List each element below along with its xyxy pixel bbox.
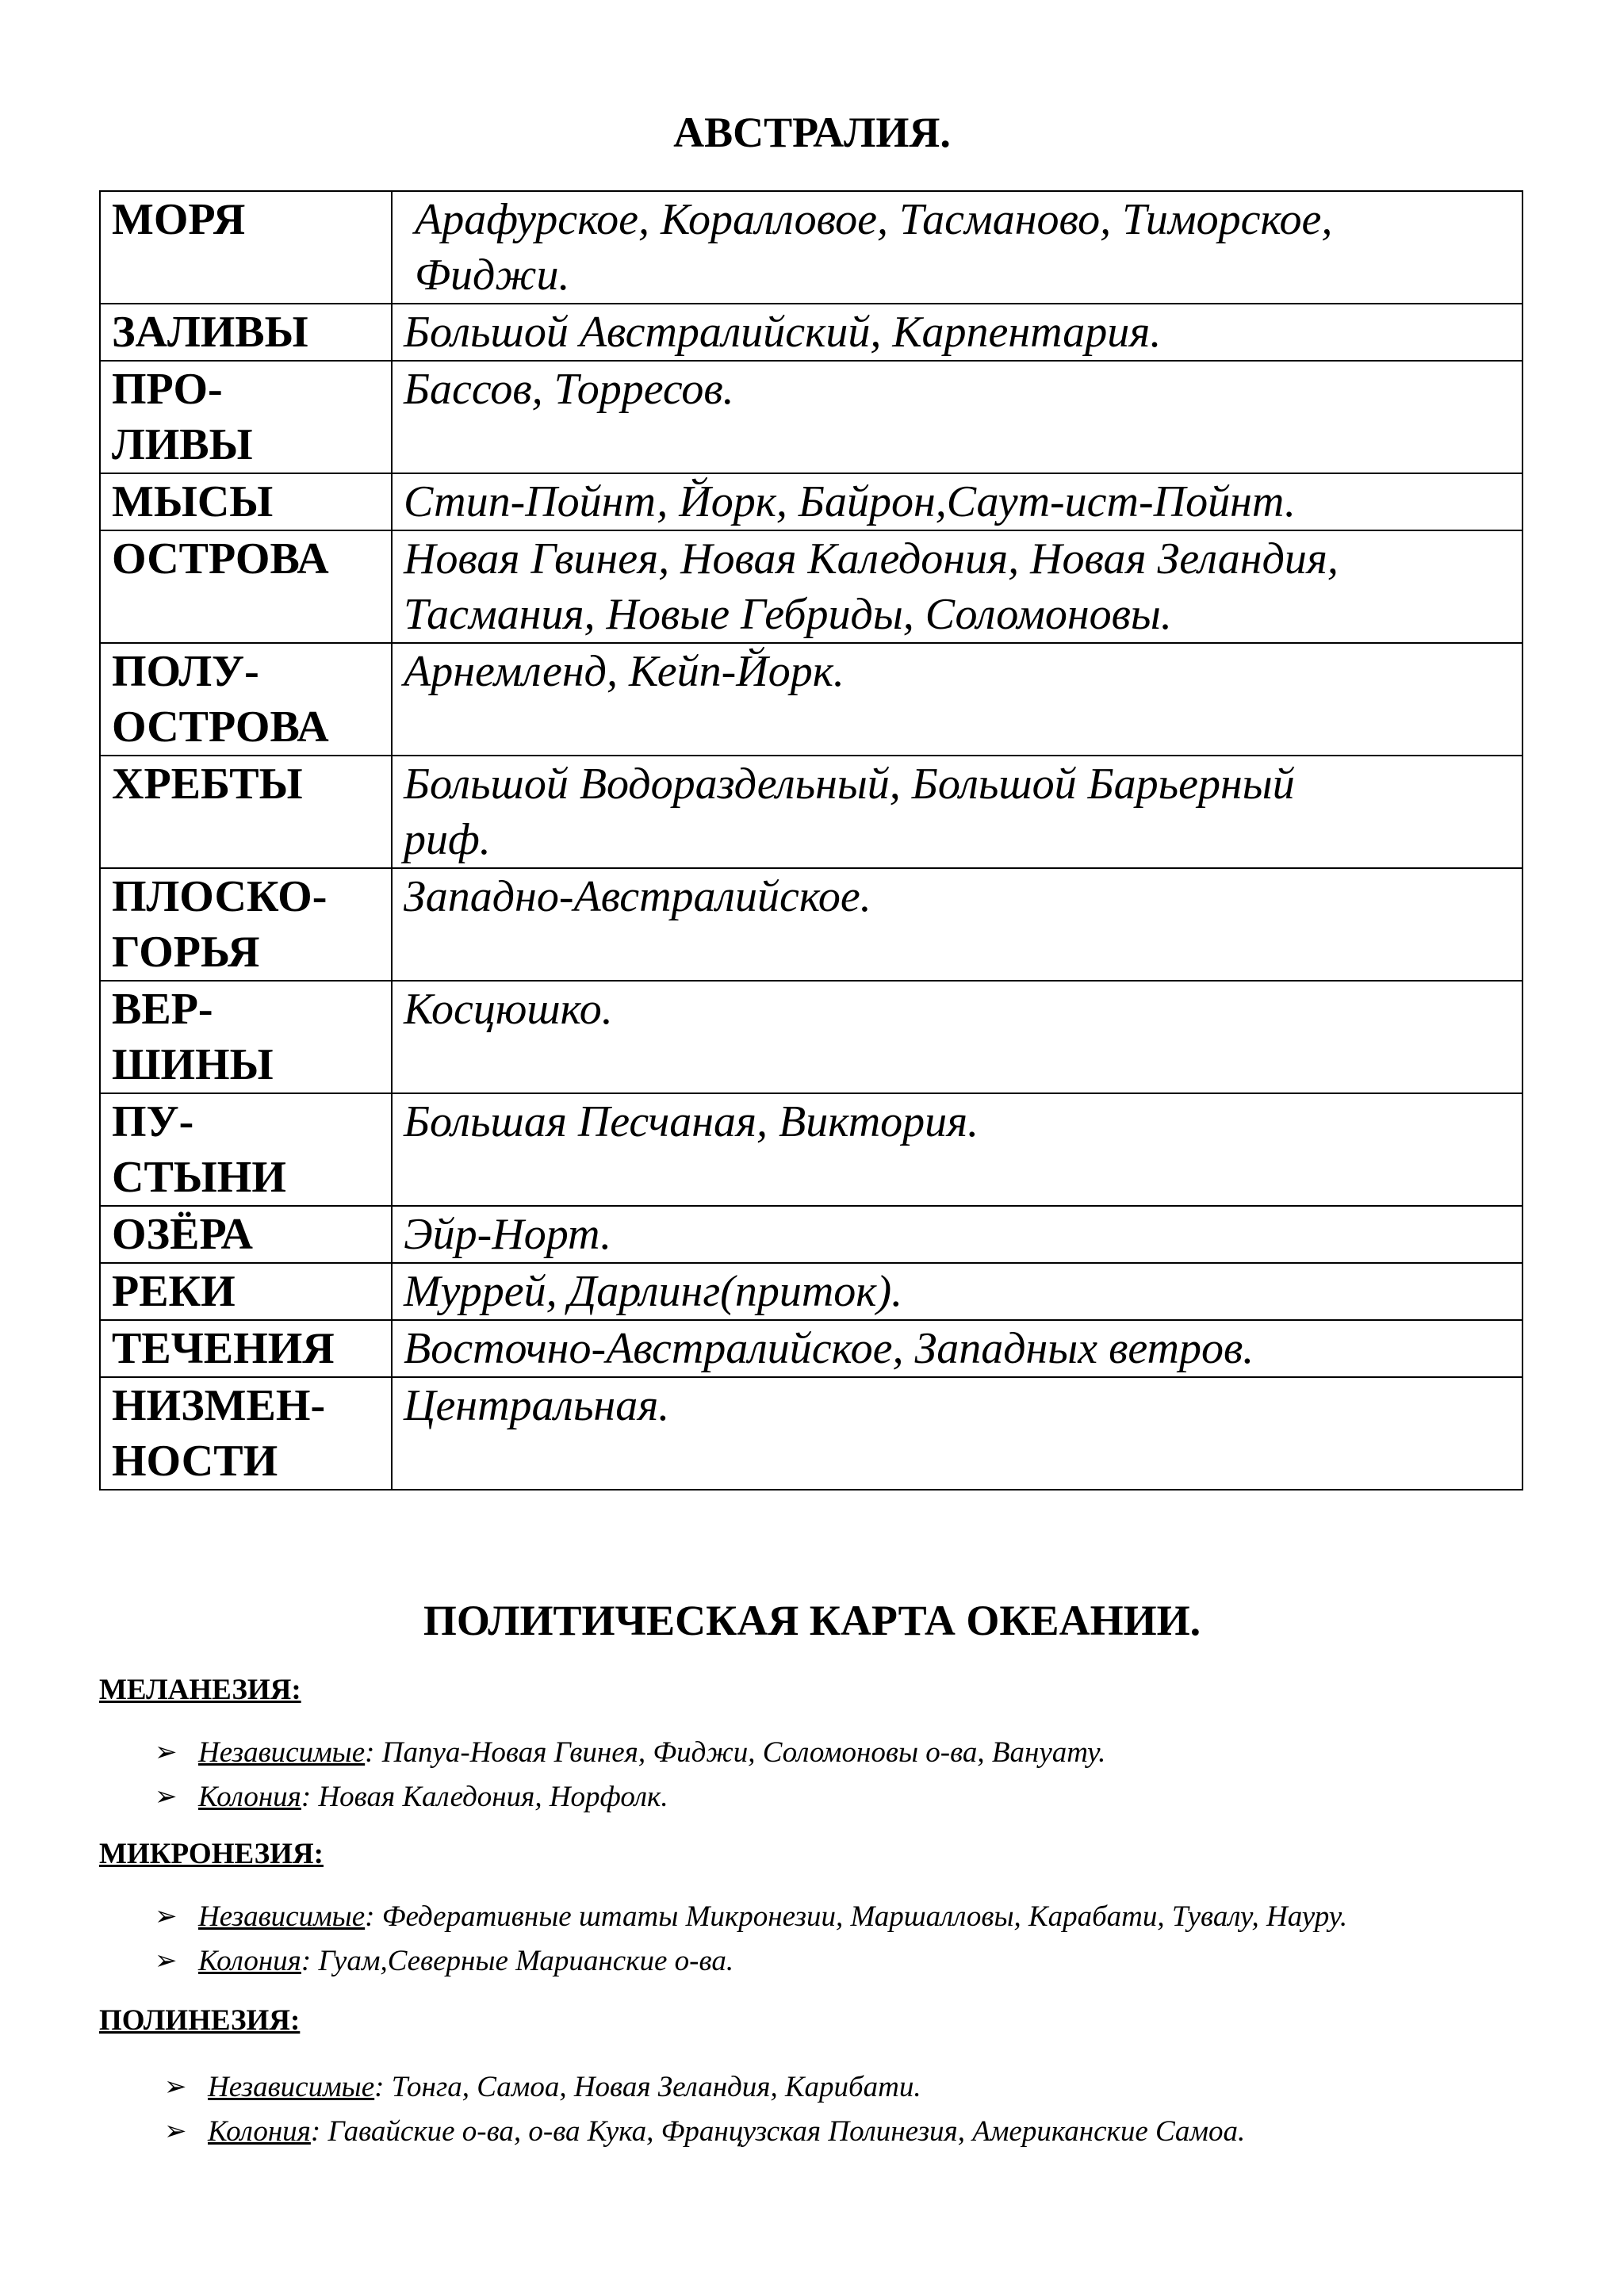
item-text: : Гавайские о-ва, о-ва Кука, Французская Полинезия, Американские Самоа.	[310, 2115, 1246, 2148]
row-category: МОРЯ	[100, 191, 392, 304]
arrow-bullet-icon: ➢	[164, 2072, 187, 2102]
item-text: : Федеративные штаты Микронезии, Маршалловы, Карабати, Тувалу, Науру.	[365, 1900, 1348, 1933]
table-row	[100, 473, 1522, 530]
list-item	[164, 2065, 1245, 2110]
region-heading-melanesia: МЕЛАНЕЗИЯ:	[99, 1674, 301, 1706]
region-heading-micronesia: МИКРОНЕЗИЯ:	[99, 1838, 324, 1870]
arrow-bullet-icon: ➢	[155, 1946, 178, 1976]
arrow-bullet-icon: ➢	[155, 1782, 178, 1812]
table-row	[100, 304, 1522, 361]
row-category: ОЗЁРА	[100, 1206, 392, 1263]
geography-table	[99, 190, 1523, 1490]
region-list-polynesia	[164, 2065, 1245, 2154]
item-label: Независимые	[198, 1900, 366, 1933]
item-text: : Гуам,Северные Марианские о-ва.	[301, 1945, 734, 1977]
table-row	[100, 981, 1522, 1093]
row-category: ВЕР- ШИНЫ	[100, 981, 392, 1093]
region-list-melanesia	[155, 1731, 1105, 1820]
arrow-bullet-icon: ➢	[155, 1738, 178, 1767]
row-category: ПОЛУ- ОСТРОВА	[100, 643, 392, 756]
table-row	[100, 1093, 1522, 1206]
item-label: Независимые	[198, 1736, 366, 1769]
table-row	[100, 191, 1522, 304]
item-label: Колония	[198, 1945, 301, 1977]
row-category: ТЕЧЕНИЯ	[100, 1320, 392, 1377]
row-value: Эйр-Норт.	[392, 1206, 1522, 1263]
row-value: Новая Гвинея, Новая Каледония, Новая Зеландия, Тасмания, Новые Гебриды, Соломоновы.	[392, 530, 1522, 643]
table-row	[100, 756, 1522, 868]
row-category: НИЗМЕН- НОСТИ	[100, 1377, 392, 1490]
row-value: Арафурское, Коралловое, Тасманово, Тиморское, Фиджи.	[392, 191, 1522, 304]
row-value: Большая Песчаная, Виктория.	[392, 1093, 1522, 1206]
list-item	[155, 1939, 1347, 1984]
list-item	[155, 1895, 1347, 1939]
item-text: : Новая Каледония, Норфолк.	[301, 1781, 668, 1813]
table-row	[100, 530, 1522, 643]
region-list-micronesia	[155, 1895, 1347, 1984]
row-value: Центральная.	[392, 1377, 1522, 1490]
row-value: Косцюшко.	[392, 981, 1522, 1093]
list-item	[155, 1731, 1105, 1775]
table-row	[100, 361, 1522, 473]
list-item	[164, 2110, 1245, 2154]
section-title: ПОЛИТИЧЕСКАЯ КАРТА ОКЕАНИИ.	[423, 1597, 1201, 1644]
table-row	[100, 643, 1522, 756]
arrow-bullet-icon: ➢	[164, 2117, 187, 2146]
row-value: Большой Водораздельный, Большой Барьерный риф.	[392, 756, 1522, 868]
table-row	[100, 1320, 1522, 1377]
row-value: Бассов, Торресов.	[392, 361, 1522, 473]
row-category: ПУ- СТЫНИ	[100, 1093, 392, 1206]
row-category: ПРО- ЛИВЫ	[100, 361, 392, 473]
row-value: Муррей, Дарлинг(приток).	[392, 1263, 1522, 1320]
row-category: ХРЕБТЫ	[100, 756, 392, 868]
table-row	[100, 1263, 1522, 1320]
row-value: Западно-Австралийское.	[392, 868, 1522, 981]
table-row	[100, 1206, 1522, 1263]
list-item	[155, 1775, 1105, 1820]
row-category: ЗАЛИВЫ	[100, 304, 392, 361]
arrow-bullet-icon: ➢	[155, 1902, 178, 1931]
table-row	[100, 868, 1522, 981]
row-value: Стип-Пойнт, Йорк, Байрон,Саут-ист-Пойнт.	[392, 473, 1522, 530]
row-category: МЫСЫ	[100, 473, 392, 530]
item-label: Колония	[208, 2115, 311, 2148]
item-text: : Тонга, Самоа, Новая Зеландия, Карибати.	[374, 2071, 921, 2103]
row-category: ПЛОСКО- ГОРЬЯ	[100, 868, 392, 981]
row-value: Восточно-Австралийское, Западных ветров.	[392, 1320, 1522, 1377]
row-category: ОСТРОВА	[100, 530, 392, 643]
region-heading-polynesia: ПОЛИНЕЗИЯ:	[99, 2004, 301, 2037]
item-label: Колония	[198, 1781, 301, 1813]
item-text: : Папуа-Новая Гвинея, Фиджи, Соломоновы о-ва, Вануату.	[365, 1736, 1106, 1769]
row-value: Большой Австралийский, Карпентария.	[392, 304, 1522, 361]
table-row	[100, 1377, 1522, 1490]
page-title: АВСТРАЛИЯ.	[673, 109, 951, 156]
item-label: Независимые	[208, 2071, 375, 2103]
row-category: РЕКИ	[100, 1263, 392, 1320]
row-value: Арнемленд, Кейп-Йорк.	[392, 643, 1522, 756]
